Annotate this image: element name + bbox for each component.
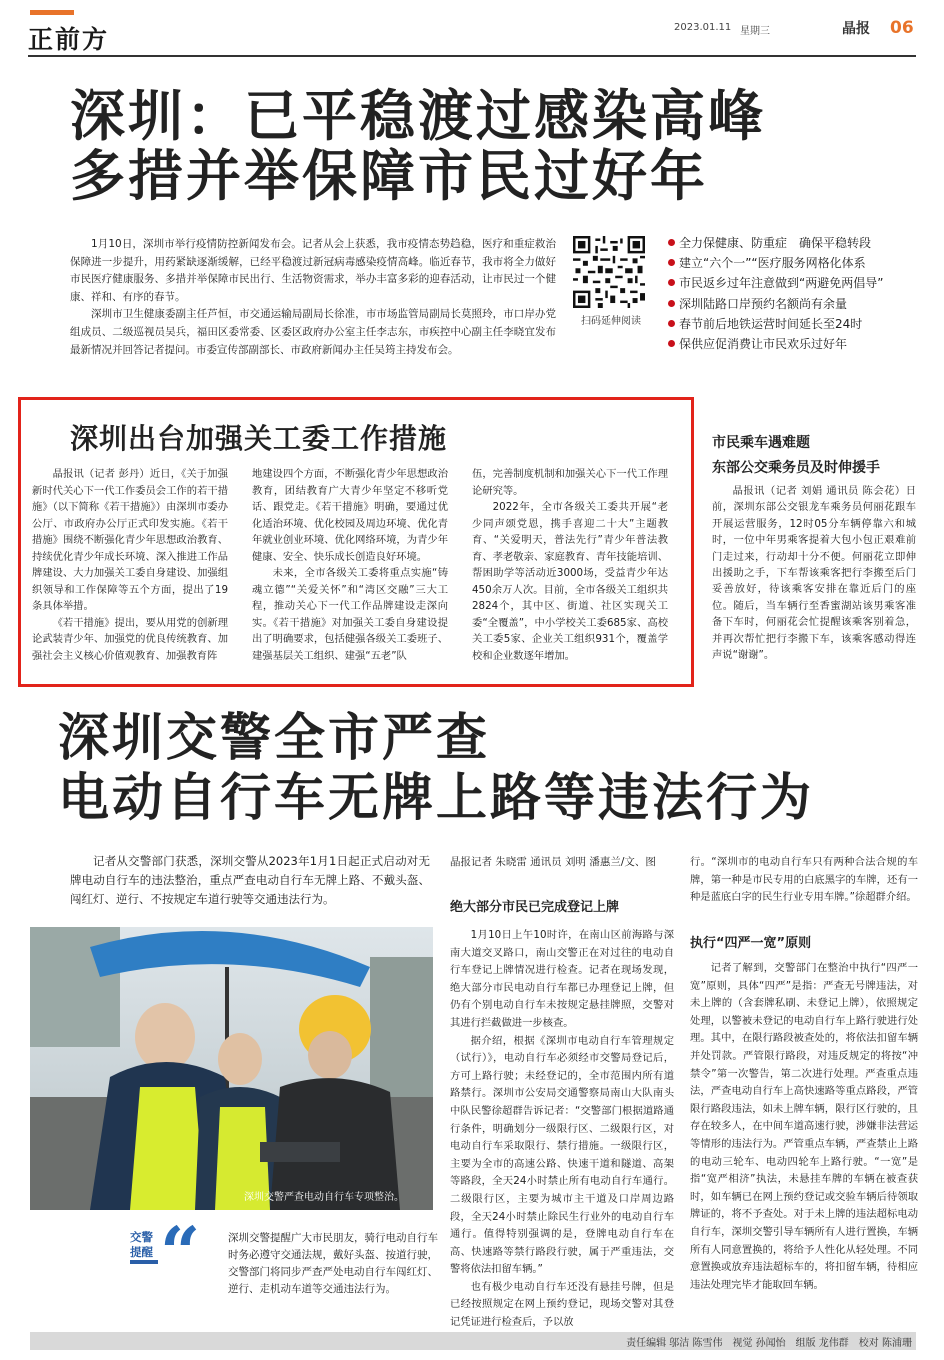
story1-bullet-list <box>668 233 928 354</box>
story3-subhead-1: 绝大部分市民已完成登记上牌 <box>450 900 620 915</box>
bullet-dot-icon <box>668 320 675 327</box>
quote-mark-icon: “ <box>160 1211 201 1294</box>
section-title: 正前方 <box>28 25 110 54</box>
story2-col1-p2: 《若干措施》提出，要从用党的创新理论武装青少年、加强党的优良传统教育、加强社会主义核心价值观教育、加强教育阵 <box>32 616 228 662</box>
bullet-dot-icon <box>668 259 675 266</box>
story2-title: 深圳出台加强关工委工作措施 <box>70 422 448 455</box>
story3-right-column-top <box>690 854 918 907</box>
paper-logo: 晶报 <box>842 21 870 37</box>
bullet-item[interactable] <box>668 314 928 334</box>
story1-lead <box>70 236 556 359</box>
quote-tag <box>130 1230 158 1264</box>
quote-text: 深圳交警提醒广大市民朋友，骑行电动自行车时务必遵守交通法规，戴好头盔、按道行驶，交警部门将同步严查严处电动自行车闯红灯、逆行、走机动车道等交通违法行为。 <box>228 1232 438 1295</box>
page-number: 06 <box>890 18 914 38</box>
story3-lead-p: 记者从交警部门获悉，深圳交警从2023年1月1日起正式启动对无牌电动自行车的违法整治，重点严查电动自行车无牌上路、不戴头盔、闯红灯、逆行、不按规定车道行驶等交通违法行为。 <box>70 854 430 906</box>
story1-lead-p1: 1月10日，深圳市举行疫情防控新闻发布会。记者从会上获悉，我市疫情态势趋稳，医疗和重症救治保障进一步提升，用药紧缺逐渐缓解，已经平稳渡过新冠病毒感染疫情高峰。临近春节，我市将全力做好市民医疗健康服务、多措并举保障市民出行、生活物资需求，举办丰富多彩的迎春活动，让市民过一个健康、祥和、有序的春节。 <box>70 238 556 303</box>
story2-column-3 <box>472 466 668 664</box>
bullet-text: 建立“六个一”“医疗服务网格化体系 <box>679 256 866 271</box>
story2-col1-p1: 晶报讯（记者 彭丹）近日，《关于加强新时代关心下一代工作委员会工作的若干措施》（以下简称《若干措施》）由深圳市委办公厅、市政府办公厅正式印发实施。《若干措施》围绕不断强化青少年思想政治教育、持续优化青少年成长环境、深入推进工作品牌建设、大力加强关工委自身建设、加强组织领导和工作保障等五个方面，提出了19条具体举措。 <box>32 468 228 612</box>
bullet-item[interactable] <box>668 334 928 354</box>
story3-right-p1: 行。“深圳市的电动自行车只有两种合法合规的车牌，第一种是市民专用的白底黑字的车牌，还有一种是蓝底白字的民生行业专用车牌。”徐超群介绍。 <box>690 856 918 904</box>
qr-caption: 扫码延伸阅读 <box>581 316 641 327</box>
issue-weekday: 星期三 <box>740 26 770 37</box>
story3-right-p2: 记者了解到，交警部门在整治中执行“四严一宽”原则，具体“四严”是指：严查无号牌违法，对未上牌的（含套牌私刷、未登记上牌），依照规定处理，以警被未登记的电动自行车上路行驶进行处理。其中，在限行路段被查处的，将依法扣留车辆并处罚款。严管限行路段，对违反规定的将按“冲禁令”第一次警告，第二次进行处理。严查重点违法，严查电动自行车上高快速路等重点路段，严管限行路段违法，如未上牌车辆，限行区行驶的，且存在较多人，在中间车道高速行驶，涉嫌非法营运等情形的违法行为。严管重点车辆，严查禁止上路的电动三轮车、电动四轮车上路行驶。“一宽”是指“宽严相济”执法，未悬挂车牌的车辆在被查获时，如车辆已在网上预约登记或交验车辆后待领取牌证的，将不予查处。对于未上牌的违法超标电动自行车，深圳交警引导车辆所有人进行置换，车辆所有人同意置换的，将给予人性化从轻处理。不同意置换或放弃违法超标车的，将扣留车辆，待相应违法处理完毕才能取回车辆。 <box>690 962 918 1291</box>
side-story-text <box>712 483 916 663</box>
bullet-text: 市民返乡过年注意做到“两避免两倡导” <box>679 276 884 291</box>
bullet-item[interactable] <box>668 233 928 253</box>
bullet-item[interactable] <box>668 253 928 273</box>
story3-headline-line2: 电动自行车无牌上路等违法行为 <box>58 768 815 828</box>
section-accent-bar <box>30 10 74 15</box>
side-story-title-2: 东部公交乘务员及时伸援手 <box>712 460 880 476</box>
story3-middle-column <box>450 927 674 1332</box>
bullet-text: 春节前后地铁运营时间延长至24时 <box>679 316 863 331</box>
header-rule <box>28 55 916 57</box>
side-story-title-1: 市民乘车遇难题 <box>712 435 810 451</box>
bullet-text: 保供应促消费让市民欢乐过好年 <box>679 337 848 352</box>
bullet-item[interactable] <box>668 273 928 293</box>
story1-headline-line1: 深圳：已平稳渡过感染高峰 <box>70 83 767 148</box>
story2-col3-p2: 2022年，全市各级关工委共开展“老少同声颂党恩，携手喜迎二十大”主题教育、“关爱明天，普法先行”青少年普法教育、孝老敬亲、家庭教育、青年技能培训、帮困助学等活动近3000场，受益青少年达450余万人次。目前，全市各级关工组织共2824个，其中区、街道、社区实现关工委“全覆盖”，中小学校关工委685家、高校关工委5家、企业关工组织931个，覆盖学校和企业数逐年增加。 <box>472 501 668 662</box>
story2-col2-p1: 地建设四个方面，不断强化青少年思想政治教育，团结教育广大青少年坚定不移听党话、跟党走。《若干措施》明确，要通过优化适治环境、优化校园及周边环境、优化青年就业创业环境、优化网络环境，为青少年健康、安全、快乐成长创造良好环境。 <box>252 468 448 563</box>
bullet-dot-icon <box>668 300 675 307</box>
story3-headline <box>58 708 938 828</box>
bullet-dot-icon <box>668 239 675 246</box>
bullet-text: 深圳陆路口岸预约名额尚有余量 <box>679 296 848 311</box>
story1-headline <box>70 83 930 208</box>
bullet-dot-icon <box>668 340 675 347</box>
photo-illustration <box>30 927 433 1210</box>
story2-column-2 <box>252 466 448 664</box>
story3-byline: 晶报记者 朱晓雷 通讯员 刘明 潘惠兰/文、图 <box>450 856 656 868</box>
quote-tag-line2: 提醒 <box>130 1245 153 1259</box>
quote-tag-line1: 交警 <box>130 1230 153 1244</box>
story3-mid-p1: 1月10日上午10时许，在南山区前海路与深南大道交叉路口，南山交警正在对过往的电动自行车登记上牌情况进行检查。记者在现场发现，绝大部分市民电动自行车都已办理登记上牌，但仍有个别电动自行车未按规定悬挂牌照，交警对其进行拦截做进一步核查。 <box>450 929 674 1029</box>
story2-col2-p2: 未来，全市各级关工委将重点实施“铸魂立德”“关爱关怀”和“湾区交融”三大工程，推动关心下一代工作品牌建设走深向实。《若干措施》对加强关工委自身建设提出了明确要求，包括健强各级关工委班子、建强基层关工组织、建强“五老”队 <box>252 567 448 662</box>
story3-lead <box>70 852 430 909</box>
story3-subhead-2: 执行“四严一宽”原则 <box>690 936 812 951</box>
photo-caption: 深圳交警严查电动自行车专项整治。 <box>244 1192 404 1203</box>
bullet-dot-icon <box>668 279 675 286</box>
qr-code-icon <box>573 236 645 308</box>
side-story-p1: 晶报讯（记者 刘娟 通讯员 陈会花）日前，深圳东部公交银龙车乘务员何丽花跟车开展运营服务，12时05分车辆停靠六和城时，一位中年男乘客提着大包小包正艰难前门走过来，行动却十分不便。何丽花立即伸出援助之手，下车帮该乘客把行李搬至后门妥善放好，待该乘客安排在靠近后门的座位。随后，当车辆行至香蜜湖站该男乘客准备下车时，何丽花会忙提醒该乘客别着急，并再次帮忙把行李搬下车，该乘客感动得连声说“谢谢”。 <box>712 485 916 662</box>
story1-lead-p2: 深圳市卫生健康委副主任芦恒，市交通运输局副局长徐准，市市场监管局副局长莫照玲，市口岸办党组成员、二级巡视员吴兵，福田区委常委、区委区政府办公室主任李志东，市疾控中心副主任李晓宜发布最新情况并回答记者提问。市委宣传部副部长、市政府新闻办主任吴筠主持发布会。 <box>70 308 556 356</box>
story1-headline-line2: 多措并举保障市民过好年 <box>70 143 709 208</box>
story2-col3-p1: 伍，完善制度机制和加强关心下一代工作理论研究等。 <box>472 468 668 497</box>
bullet-text: 全力保健康、防重症 确保平稳转段 <box>679 236 872 250</box>
bullet-item[interactable] <box>668 294 928 314</box>
quote-tag-underline <box>130 1260 158 1264</box>
qr-code[interactable] <box>573 236 645 308</box>
story2-column-1 <box>32 466 228 664</box>
footer-credits: 责任编辑 邬洁 陈雪伟 视觉 孙闻怡 组版 龙伟群 校对 陈浦珊 <box>626 1338 912 1349</box>
story3-mid-p2: 据介绍，根据《深圳市电动自行车管理规定（试行）》，电动自行车必须经市交警局登记后，方可上路行驶；未经登记的，全市范围内所有道路禁行。深圳市公安局交通警察局南山大队南头中队民警徐超群告诉记者：“交警部门根据道路通行条件，明确划分一级限行区、二级限行区，对电动自行车采取限行、禁行措施。一级限行区，主要为全市的高速公路、快速干道和隧道、高架等路段，全天24小时禁止所有电动自行车通行。二级限行区，主要为城市主干道及口岸周边路段，全天24小时禁止除民生行业外的电动自行车通行。值得特别强调的是，登牌电动自行车在高、快速路等禁行路段行驶，属于严重违法，交警将依法扣留车辆。” <box>450 1034 674 1276</box>
story3-headline-line1: 深圳交警全市严查 <box>58 708 491 768</box>
news-photo <box>30 927 433 1210</box>
issue-date: 2023.01.11 <box>674 22 732 33</box>
story3-right-column <box>690 960 918 1294</box>
story3-mid-p3: 也有极少电动自行车还没有悬挂号牌，但是已经按照规定在网上预约登记，现场交警对其登记凭证进行检查后，予以放 <box>450 1280 674 1329</box>
